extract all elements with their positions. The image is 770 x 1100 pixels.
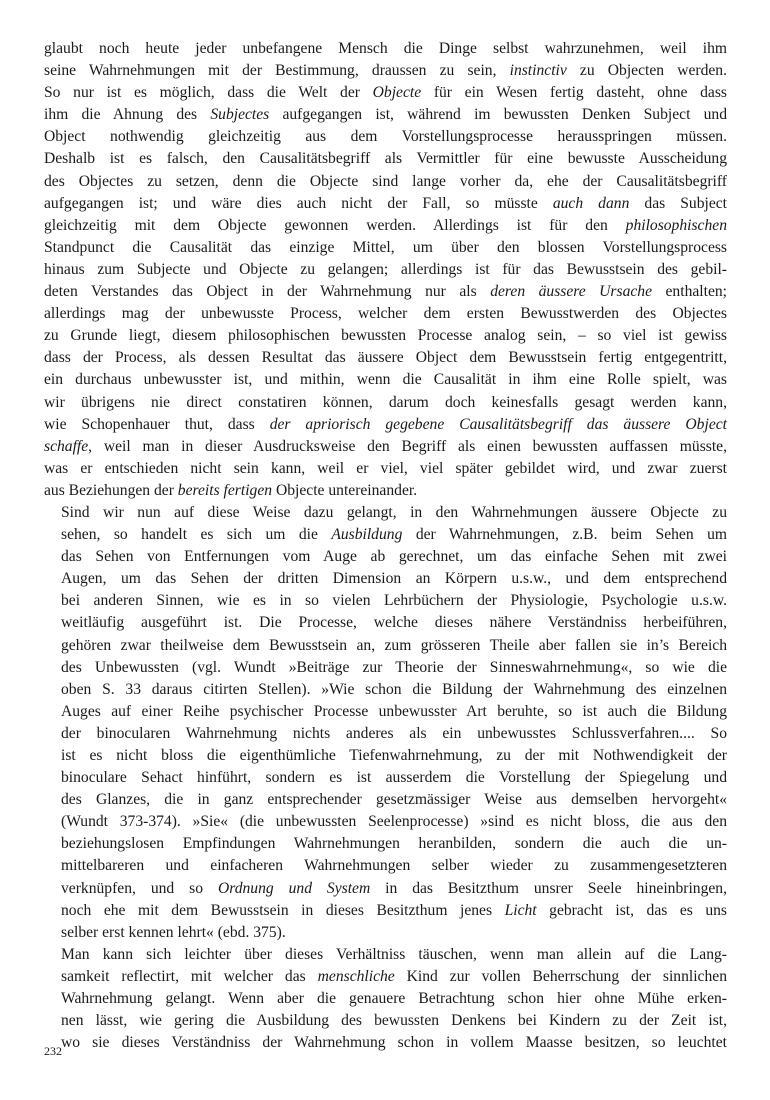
text-run: der binocularen Wahrnehmung nichts anderes als ein unbewusstes Schlussverfahren.... So	[61, 724, 727, 742]
text-run: sehen, so handelt es sich um die	[61, 526, 332, 544]
text-line	[44, 369, 727, 391]
text-line	[44, 679, 727, 701]
page-number: 232	[44, 1044, 62, 1058]
text-run: aus Beziehungen der	[44, 481, 178, 499]
text-run: (Wundt 373-374). »Sie« (die unbewussten Seelenprocesse) »sind es nicht bloss, die aus den	[61, 813, 727, 831]
italic-text: auch dann	[552, 194, 630, 212]
italic-text: Ordnung und System	[217, 879, 371, 897]
paragraph	[44, 502, 727, 944]
text-line	[44, 833, 727, 855]
text-run: wo sie dieses Verständniss der Wahrnehmung schon in vollem Maasse besitzen, so leuchtet	[61, 1034, 727, 1052]
text-line	[44, 590, 727, 612]
text-run: samkeit reflectirt, mit welcher das	[61, 967, 318, 985]
text-run: wir übrigens nie direct constatiren können, darum doch keinesfalls gesagt werden kann,	[44, 393, 727, 411]
text-line	[44, 878, 727, 900]
italic-text: Subjectes	[210, 106, 270, 124]
text-line	[44, 436, 727, 458]
text-run: für ein Wesen fertig dasteht, ohne dass	[421, 84, 727, 102]
text-line	[44, 237, 727, 259]
text-line	[44, 966, 727, 988]
text-run: des Unbewussten (vgl. Wundt »Beiträge zur Theorie der Sinneswahrnehmung«, so wie die	[61, 658, 727, 676]
text-run: das Subject	[629, 194, 728, 212]
text-run: bei anderen Sinnen, wie es in so vielen Lehrbüchern der Physiologie, Psychologie u.s.w.	[61, 592, 727, 610]
text-run: glaubt noch heute jeder unbefangene Mensch die Dinge selbst wahrzunehmen, weil ihm	[44, 40, 727, 57]
text-line	[44, 546, 727, 568]
text-line	[44, 657, 727, 679]
text-run: Sind wir nun auf diese Weise dazu gelangt, in den Wahrnehmungen äussere Objecte zu	[61, 503, 727, 521]
text-run: was er entschieden nicht sein kann, weil er viel, viel später gebildet wird, und zwar zuerst	[44, 459, 727, 477]
text-run: selber erst kennen lehrt« (ebd. 375).	[61, 923, 286, 941]
text-line	[44, 38, 727, 60]
text-line	[44, 745, 727, 767]
italic-text: bereits fertigen	[177, 481, 273, 499]
text-run: in das Besitzthum unsrer Seele hineinbringen,	[370, 879, 727, 897]
text-line	[44, 701, 727, 723]
text-line	[44, 612, 727, 634]
text-run: Wahrnehmung gelangt. Wenn aber die genauere Betrachtung schon hier ohne Mühe erken-	[61, 990, 727, 1008]
text-line	[44, 259, 727, 281]
text-run: Augen, um das Sehen der dritten Dimension an Körpern u.s.w., und dem entsprechend	[61, 570, 727, 588]
italic-text: deren äussere Ursache	[490, 283, 653, 301]
text-run: Kind zur vollen Beherrschung der sinnlichen	[394, 967, 727, 985]
text-line	[44, 988, 727, 1010]
text-run: hinaus zum Subjecte und Objecte zu gelangen; allerdings ist für das Bewusstsein des gebil-	[44, 260, 727, 278]
text-run: enthalten;	[652, 283, 727, 301]
text-line	[44, 347, 727, 369]
text-line	[44, 900, 727, 922]
text-run: ein durchaus unbewusster ist, und mithin, wenn die Causalität in ihm eine Rolle spielt, was	[44, 371, 727, 389]
text-run: des Objectes zu setzen, denn die Objecte sind lange vorher da, ehe der Causalitätsbegriff	[44, 172, 727, 190]
italic-text: philosophischen	[625, 216, 727, 234]
text-run: zu Grunde liegt, diesem philosophischen bewussten Processe analog sein, – so viel ist gewiss	[44, 327, 727, 345]
text-line	[44, 723, 727, 745]
text-line	[44, 104, 727, 126]
text-run: verknüpfen, und so	[61, 879, 218, 897]
text-run: , weil man in dieser Ausdrucksweise den Begriff als einen bewussten auffassen müsste,	[88, 437, 727, 455]
text-run: gehören zwar theilweise dem Bewusstsein an, zum grösseren Theile aber fallen sie in’s Bereich	[61, 636, 727, 654]
text-line	[44, 502, 727, 524]
text-run: Object nothwendig gleichzeitig aus dem Vorstellungsprocesse herausspringen müssen.	[44, 128, 727, 146]
text-run: Auges auf einer Reihe psychischer Processe unbewusster Art beruhte, so ist auch die Bildung	[61, 702, 727, 720]
text-run: mittelbareren und einfacheren Wahrnehmungen selber wieder zu zusammengesetzteren	[61, 857, 727, 875]
text-line	[44, 325, 727, 347]
text-line	[44, 1010, 727, 1032]
text-run: binoculare Sehact hinführt, sondern es ist ausserdem die Vorstellung der Spiegelung und	[61, 769, 727, 787]
italic-text: Licht	[504, 901, 537, 919]
text-run: So nur ist es möglich, dass die Welt der	[44, 84, 373, 102]
text-run: noch ehe mit dem Bewusstsein in dieses Besitzthum jenes	[61, 901, 505, 919]
text-line	[44, 60, 727, 82]
text-run: das Sehen von Entfernungen vom Auge ab gerechnet, um das einfache Sehen mit zwei	[61, 548, 727, 566]
text-run: Man kann sich leichter über dieses Verhältniss täuschen, wenn man allein auf die Lang-	[61, 945, 727, 963]
text-line	[44, 635, 727, 657]
text-line	[44, 215, 727, 237]
text-line	[44, 789, 727, 811]
text-line	[44, 193, 727, 215]
text-run: weitläufig ausgeführt ist. Die Processe, welche dieses nähere Verständniss herbeiführen,	[61, 614, 727, 632]
text-line	[44, 811, 727, 833]
text-line	[44, 281, 727, 303]
text-run: gebracht ist, das es uns	[536, 901, 727, 919]
text-line	[44, 126, 727, 148]
text-run: ist es nicht bloss die eigenthümliche Tiefenwahrnehmung, zu der mit Nothwendigkeit der	[61, 747, 727, 764]
text-line	[44, 82, 727, 104]
italic-text: schaffe	[44, 437, 89, 455]
italic-text: menschliche	[317, 967, 395, 985]
text-line	[44, 524, 727, 546]
text-line	[44, 568, 727, 590]
text-run: beziehungslosen Empfindungen Wahrnehmungen heranbilden, sondern die auch die un-	[61, 835, 727, 853]
text-run: Objecte untereinander.	[272, 481, 418, 499]
text-line	[44, 458, 727, 480]
italic-text: instinctiv	[509, 62, 567, 80]
text-line	[44, 855, 727, 877]
text-line	[44, 303, 727, 325]
text-run: Standpunct die Causalität das einzige Mittel, um über den blossen Vorstellungsprocess	[44, 238, 727, 256]
text-line	[44, 767, 727, 789]
text-line	[44, 922, 727, 944]
text-run: aufgegangen ist; und wäre dies auch nicht der Fall, so müsste	[44, 194, 553, 212]
text-run: nen lässt, wie gering die Ausbildung des bewussten Denkens bei Kindern zu der Zeit ist,	[61, 1012, 727, 1030]
text-run: wie Schopenhauer thut, dass	[44, 415, 270, 433]
text-line	[44, 414, 727, 436]
text-run: allerdings mag der unbewusste Process, welcher dem ersten Bewusstwerden des Objectes	[44, 305, 727, 323]
text-run: deten Verstandes das Object in der Wahrnehmung nur als	[44, 283, 491, 301]
text-line	[44, 171, 727, 193]
page-body	[44, 38, 727, 1054]
text-line	[44, 392, 727, 414]
text-run: dass der Process, als dessen Resultat das äussere Object dem Bewusstsein fertig entgegentritt,	[44, 349, 727, 367]
paragraph	[44, 38, 727, 502]
text-run: Deshalb ist es falsch, den Causalitätsbegriff als Vermittler für eine bewusste Ausscheidung	[44, 150, 727, 168]
text-run: des Glanzes, die in ganz entsprechender gesetzmässiger Weise aus demselben hervorgeht«	[61, 791, 727, 809]
text-run: oben S. 33 daraus citirten Stellen). »Wie schon die Bildung der Wahrnehmung des einzelnen	[61, 680, 727, 698]
italic-text: Objecte	[372, 84, 422, 102]
italic-text: der apriorisch gegebene Causalitätsbegriff das äussere Object	[269, 415, 727, 433]
text-run: zu Objecten werden.	[566, 62, 727, 80]
text-line	[44, 944, 727, 966]
paragraph	[44, 944, 727, 1054]
text-run: aufgegangen ist, während im bewussten Denken Subject und	[269, 106, 728, 124]
text-line	[44, 1032, 727, 1054]
text-line	[44, 148, 727, 170]
text-line	[44, 480, 727, 502]
text-run: gleichzeitig mit dem Objecte gewonnen werden. Allerdings ist für den	[44, 216, 626, 234]
text-run: der Wahrnehmungen, z.B. beim Sehen um	[402, 526, 727, 544]
text-run: ihm die Ahnung des	[44, 106, 211, 124]
text-run: seine Wahrnehmungen mit der Bestimmung, draussen zu sein,	[44, 62, 510, 80]
italic-text: Ausbildung	[331, 526, 403, 544]
